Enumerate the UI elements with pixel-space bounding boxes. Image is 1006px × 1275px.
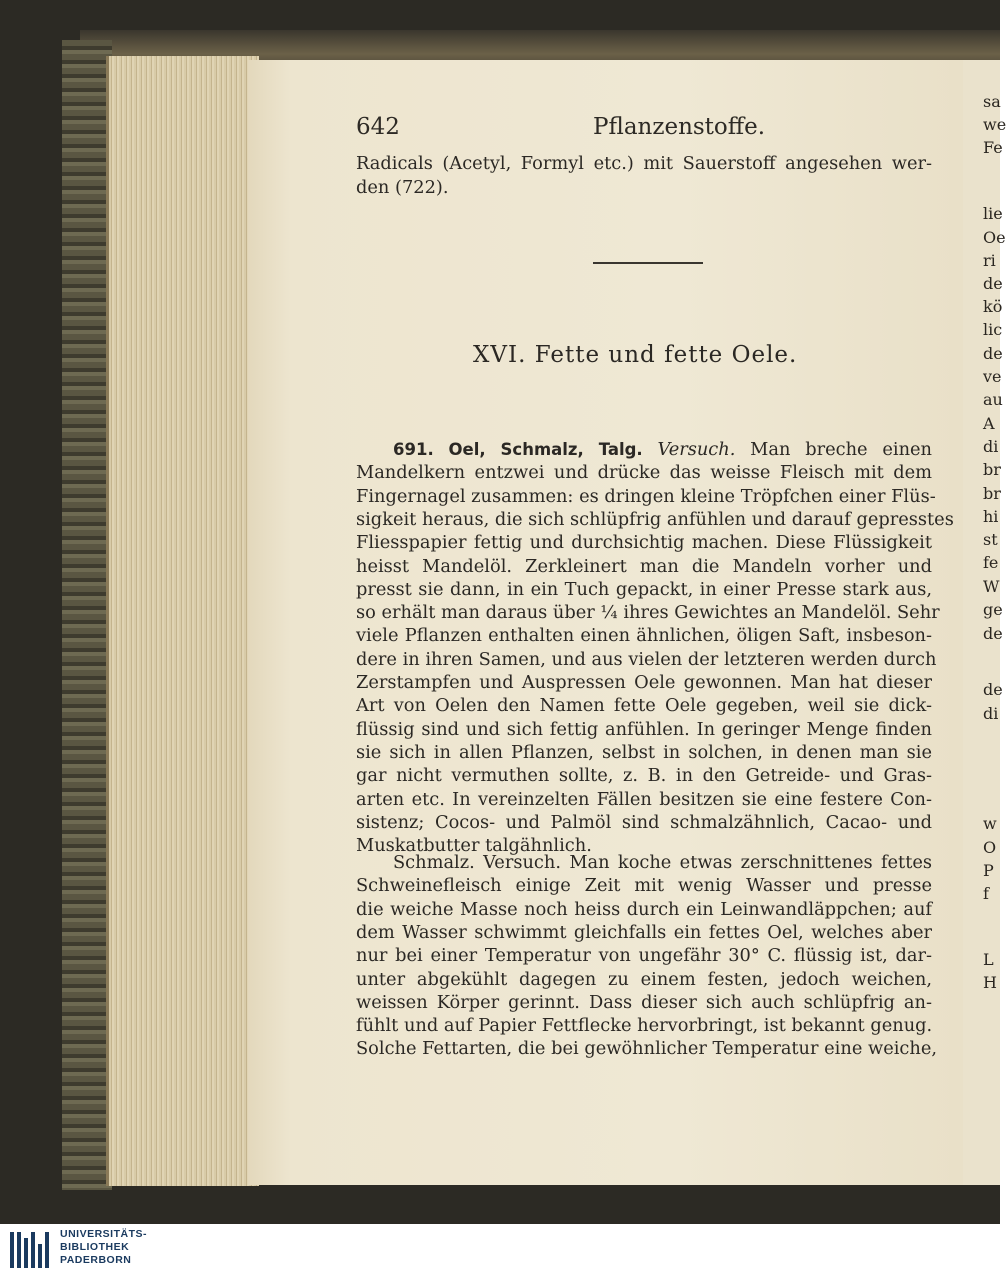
- library-name-line: UNIVERSITÄTS-: [60, 1228, 148, 1240]
- text-fragment: Man breche einen: [750, 439, 932, 460]
- text-line: gar nicht vermuthen sollte, z. B. in den Getreide- und Gras-: [356, 765, 932, 787]
- text-line: den (722).: [356, 177, 449, 198]
- text-line: Schweinefleisch einige Zeit mit wenig Wasser und presse: [356, 875, 932, 897]
- next-page-edge: [963, 60, 1006, 1185]
- next-page-fragment: br: [983, 460, 1001, 479]
- next-page-fragment: we: [983, 115, 1006, 134]
- next-page-fragment: de: [983, 624, 1003, 643]
- next-page-fragment: au: [983, 390, 1003, 409]
- next-page-fragment: sa: [983, 92, 1001, 111]
- text-line: flüssig sind und sich fettig anfühlen. In geringer Menge finden: [356, 718, 932, 740]
- section-heading: Oel, Schmalz, Talg.: [448, 440, 643, 459]
- next-page-fragment: O: [983, 838, 997, 857]
- text-line: Mandelkern entzwei und drücke das weisse Fleisch mit dem: [356, 462, 932, 484]
- text-line: Fliesspapier fettig und durchsichtig machen. Diese Flüssigkeit: [356, 532, 932, 554]
- text-line: viele Pflanzen enthalten einen ähnlichen, öligen Saft, insbeson-: [356, 625, 932, 647]
- next-page-fragment: Oe: [983, 228, 1006, 247]
- text-line: Solche Fettarten, die bei gewöhnlicher Temperatur eine weiche,: [356, 1038, 938, 1060]
- next-page-fragment: w: [983, 814, 997, 833]
- text-line: weissen Körper gerinnt. Dass dieser sich auch schlüpfrig an-: [356, 991, 932, 1013]
- text-line: sistenz; Cocos- und Palmöl sind schmalzähnlich, Cacao- und: [356, 811, 932, 833]
- text-line: Art von Oelen den Namen fette Oele gegeben, weil sie dick-: [356, 695, 932, 717]
- text-line: arten etc. In vereinzelten Fällen besitzen sie eine festere Con-: [356, 788, 932, 810]
- footer-bar: [0, 1224, 1000, 1275]
- next-page-fragment: br: [983, 484, 1001, 503]
- text-line: Schmalz. Versuch. Man koche etwas zerschnittenes fettes: [393, 852, 932, 873]
- library-name-line: BIBLIOTHEK: [60, 1241, 130, 1253]
- text-line: die weiche Masse noch heiss durch ein Leinwandläppchen; auf: [356, 898, 932, 920]
- next-page-fragment: kö: [983, 297, 1003, 316]
- next-page-fragment: A: [983, 414, 995, 433]
- text-line: dere in ihren Samen, und aus vielen der letzteren werden durch: [356, 648, 937, 670]
- next-page-fragment: de: [983, 680, 1003, 699]
- text-line: Muskatbutter talgähnlich.: [356, 835, 592, 857]
- next-page-fragment: de: [983, 274, 1003, 293]
- next-page-fragment: f: [983, 884, 989, 903]
- next-page-fragment: ri: [983, 251, 996, 270]
- next-page-fragment: ge: [983, 600, 1003, 619]
- text-line: Radicals (Acetyl, Formyl etc.) mit Sauerstoff angesehen wer-: [356, 153, 932, 174]
- next-page-fragment: L: [983, 950, 994, 969]
- page-edges: [106, 56, 259, 1186]
- library-name-line: PADERBORN: [60, 1254, 132, 1266]
- text-line: so erhält man daraus über ¼ ihres Gewichtes an Mandelöl. Sehr: [356, 602, 940, 624]
- running-title: Pflanzenstoffe.: [593, 114, 766, 140]
- section-heading-line: [393, 438, 932, 462]
- next-page-fragment: di: [983, 704, 999, 723]
- text-line: presst sie dann, in ein Tuch gepackt, in einer Presse stark aus,: [356, 578, 932, 600]
- text-line: heisst Mandelöl. Zerkleinert man die Mandeln vorher und: [356, 555, 932, 577]
- next-page-fragment: W: [983, 577, 1000, 596]
- next-page-fragment: de: [983, 344, 1003, 363]
- next-page-fragment: ve: [983, 367, 1002, 386]
- chapter-title: XVI. Fette und fette Oele.: [473, 342, 798, 368]
- text-line: unter abgekühlt dagegen zu einem festen, jedoch weichen,: [356, 968, 932, 990]
- text-line: fühlt und auf Papier Fettflecke hervorbringt, ist bekannt genug.: [356, 1015, 933, 1037]
- next-page-fragment: fe: [983, 553, 999, 572]
- book-spine: [62, 40, 112, 1190]
- section-number: 691.: [393, 440, 434, 459]
- next-page-fragment: H: [983, 973, 997, 992]
- text-line: sigkeit heraus, die sich schlüpfrig anfühlen und darauf gepresstes: [356, 508, 954, 530]
- versuch-label: Versuch.: [657, 439, 736, 460]
- section-rule: [593, 262, 703, 264]
- text-line: Zerstampfen und Auspressen Oele gewonnen. Man hat dieser: [356, 672, 932, 693]
- next-page-fragment: Fe: [983, 138, 1003, 157]
- next-page-fragment: lic: [983, 320, 1003, 339]
- next-page-fragment: P: [983, 861, 994, 880]
- text-line: Fingernagel zusammen: es dringen kleine Tröpfchen einer Flüs-: [356, 485, 936, 507]
- next-page-fragment: hi: [983, 507, 999, 526]
- page-number: 642: [356, 114, 400, 140]
- university-library-logo-icon: [8, 1228, 52, 1272]
- next-page-fragment: lie: [983, 204, 1003, 223]
- next-page-fragment: st: [983, 530, 998, 549]
- text-line: sie sich in allen Pflanzen, selbst in solchen, in denen man sie: [356, 741, 932, 763]
- text-line: nur bei einer Temperatur von ungefähr 30° C. flüssig ist, dar-: [356, 945, 932, 967]
- text-line: dem Wasser schwimmt gleichfalls ein fettes Oel, welches aber: [356, 921, 932, 943]
- next-page-fragment: di: [983, 437, 999, 456]
